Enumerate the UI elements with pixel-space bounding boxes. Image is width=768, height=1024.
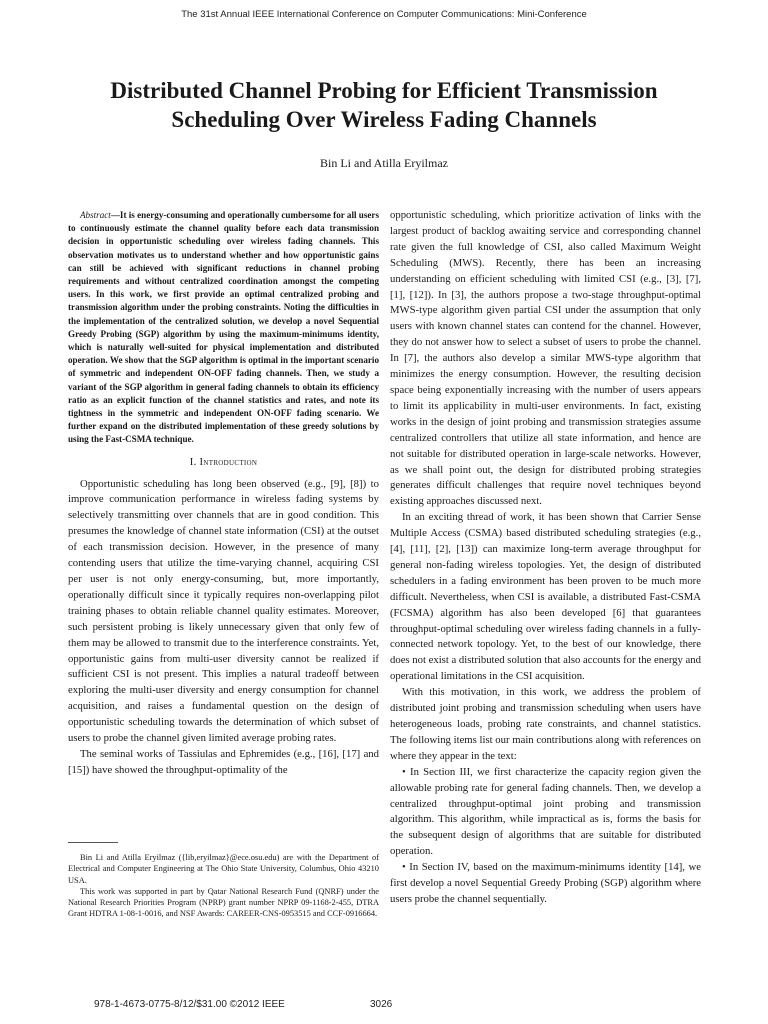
- footnote-affiliation: Bin Li and Atilla Eryilmaz ({lib,eryilmaz}@ece.osu.edu) are with the Department of Electrical and Computer Engineering at The Ohio State University, Columbus, Ohio 43210 USA.: [68, 853, 379, 885]
- page-number: 3026: [370, 999, 393, 1010]
- abstract-label: Abstract: [80, 210, 111, 220]
- abstract: [68, 209, 379, 447]
- body-paragraph-motivation: With this motivation, in this work, we address the problem of distributed joint probing and transmission scheduling when users have heterogeneous loads, probing rate constraints, and channel statistics. The following items list our main contributions along with references on where they appear in the text:: [390, 686, 701, 762]
- footnotes: [68, 852, 379, 920]
- body-paragraph-continued: opportunistic scheduling, which prioritize activation of links with the largest product of backlog awaiting service and corresponding channel rate given the full knowledge of CSI, also called Maximum Weight Scheduling (MWS). Recently, there has been an increasing understanding on efficient scheduling with limited CSI (e.g., [3], [7], [1], [12]). In [3], the authors propose a two-stage throughput-optimal MWS-type algorithm given partial CSI under the assumption that only users with known channel states can contend for the channel. However, they do not answer how to select a subset of users to probe the channel. In [7], the authors also develop a similar MWS-type algorithm that minimizes the energy consumption. However, the resulting decision space being exponentially increasing with the number of users appears to limit its applicability in multi-user environments. In fact, existing works in the design of joint probing and transmission strategies assume centralized controllers that utilize all state information, and hence are not suitable for distributed operation in large-scale networks. However, as we shall point out, the design for distributed probing strategies generates difficult challenges that require novel techniques beyond existing approaches discussed next.: [390, 209, 701, 508]
- footnote-divider: [68, 842, 118, 843]
- copyright-line: 978-1-4673-0775-8/12/$31.00 ©2012 IEEE: [94, 999, 285, 1010]
- abstract-text: —It is energy-consuming and operationally cumbersome for all users to continuously estimate the channel quality before each data transmission decision in opportunistic scheduling over wireless fading channels. This observation motivates us to understand whether and how opportunistic gains can still be achieved with significant reductions in channel probing requirements and without centralized coordination amongst the competing users. In this work, we first provide an optimal centralized probing and transmission algorithm under the probing constraints. Noting the difficulties in the implementation of the centralized solution, we develop a novel Sequential Greedy Probing (SGP) algorithm by using the maximum-minimums identity, which is naturally well-suited for physical implementation and distributed operation. We show that the SGP algorithm is optimal in the important scenario of symmetric and independent ON-OFF fading channels. Then, we study a variant of the SGP algorithm in general fading channels to obtain its efficiency ratio as an explicit function of the channel statistics and rates, and note its tightness in the symmetric and independent ON-OFF fading scenario. We further expand on the distributed implementation of these greedy solutions by using the Fast-CSMA technique.: [68, 210, 379, 445]
- title-line-1: Distributed Channel Probing for Efficient Transmission: [110, 78, 658, 103]
- intro-paragraph-1: Opportunistic scheduling has long been observed (e.g., [9], [8]) to improve communication performance in wireless fading systems by selectively transmitting over channels that are in good condition. This presumes the knowledge of channel state information (CSI) at the outset of each transmission decision. However, in the presence of many contending users that utilize the time-varying channel, acquiring CSI per user is not only energy-consuming, but, more importantly, operationally difficult since it typically requires non-overlapping pilot training phases to obtain reliable channel quality estimates. Moreover, such persistent probing is likely unnecessary given that only few of them may be allowed to transmit due to the interference constraints. Yet, opportunistic gains from multi-user diversity cannot be realized if sufficient CSI is not present. This implies a natural tradeoff between exploring the multi-user diversity and energy consumption for channel acquisition, and raises a fundamental question on the design of opportunistic scheduling towards the determination of which subset of users to probe the channel given limited average probing rates.: [68, 477, 379, 745]
- right-column: [390, 208, 701, 908]
- author-list: Bin Li and Atilla Eryilmaz: [320, 156, 448, 170]
- contribution-item-section-3: • In Section III, we first characterize the capacity region given the allowable probing rate for general fading channels. Then, we develop a centralized throughput-optimal joint probing and transmission algorithm. This algorithm, while impractical as is, forms the basis for the subsequent design of algorithms that are suitable for distributed operation.: [390, 765, 701, 858]
- paper-title: [40, 76, 728, 134]
- left-column: [68, 209, 379, 779]
- section-title: Introduction: [199, 455, 258, 468]
- footnote-funding: This work was supported in part by Qatar National Research Fund (QNRF) under the National Research Priorities Program (NPRP) grant number NPRP 09-1168-2-455, DTRA Grant HDTRA 1-08-1-0016, and NSF Awards: CAREER-CNS-0953515 and CCF-0916664.: [68, 886, 379, 919]
- section-number: I.: [189, 455, 197, 468]
- conference-header: The 31st Annual IEEE International Conference on Computer Communications: Mini-Conference: [181, 9, 587, 20]
- contribution-item-section-4: • In Section IV, based on the maximum-minimums identity [14], we first develop a novel Sequential Greedy Probing (SGP) algorithm where users probe the channel sequentially.: [390, 861, 701, 905]
- section-heading-introduction: [68, 455, 379, 471]
- intro-paragraph-2: The seminal works of Tassiulas and Ephremides (e.g., [16], [17] and [15]) have showed the throughput-optimality of the: [68, 747, 379, 776]
- title-line-2: Scheduling Over Wireless Fading Channels: [171, 107, 597, 132]
- body-paragraph-csma: In an exciting thread of work, it has been shown that Carrier Sense Multiple Access (CSMA) based distributed scheduling strategies (e.g., [4], [11], [2], [13]) can maximize long-term average throughput for general non-fading wireless topologies. Yet, the design of distributed schedulers in a fading environment has been proven to be much more difficult. Nevertheless, when CSI is available, a distributed Fast-CSMA (FCSMA) algorithm has also been developed [6] that guarantees throughput-optimal scheduling over wireless fading channels in a fully-connected network topology. Yet, to the best of our knowledge, there does not exist a distributed solution that also accounts for the energy and operational limitations in the CSI acquisition.: [390, 511, 701, 683]
